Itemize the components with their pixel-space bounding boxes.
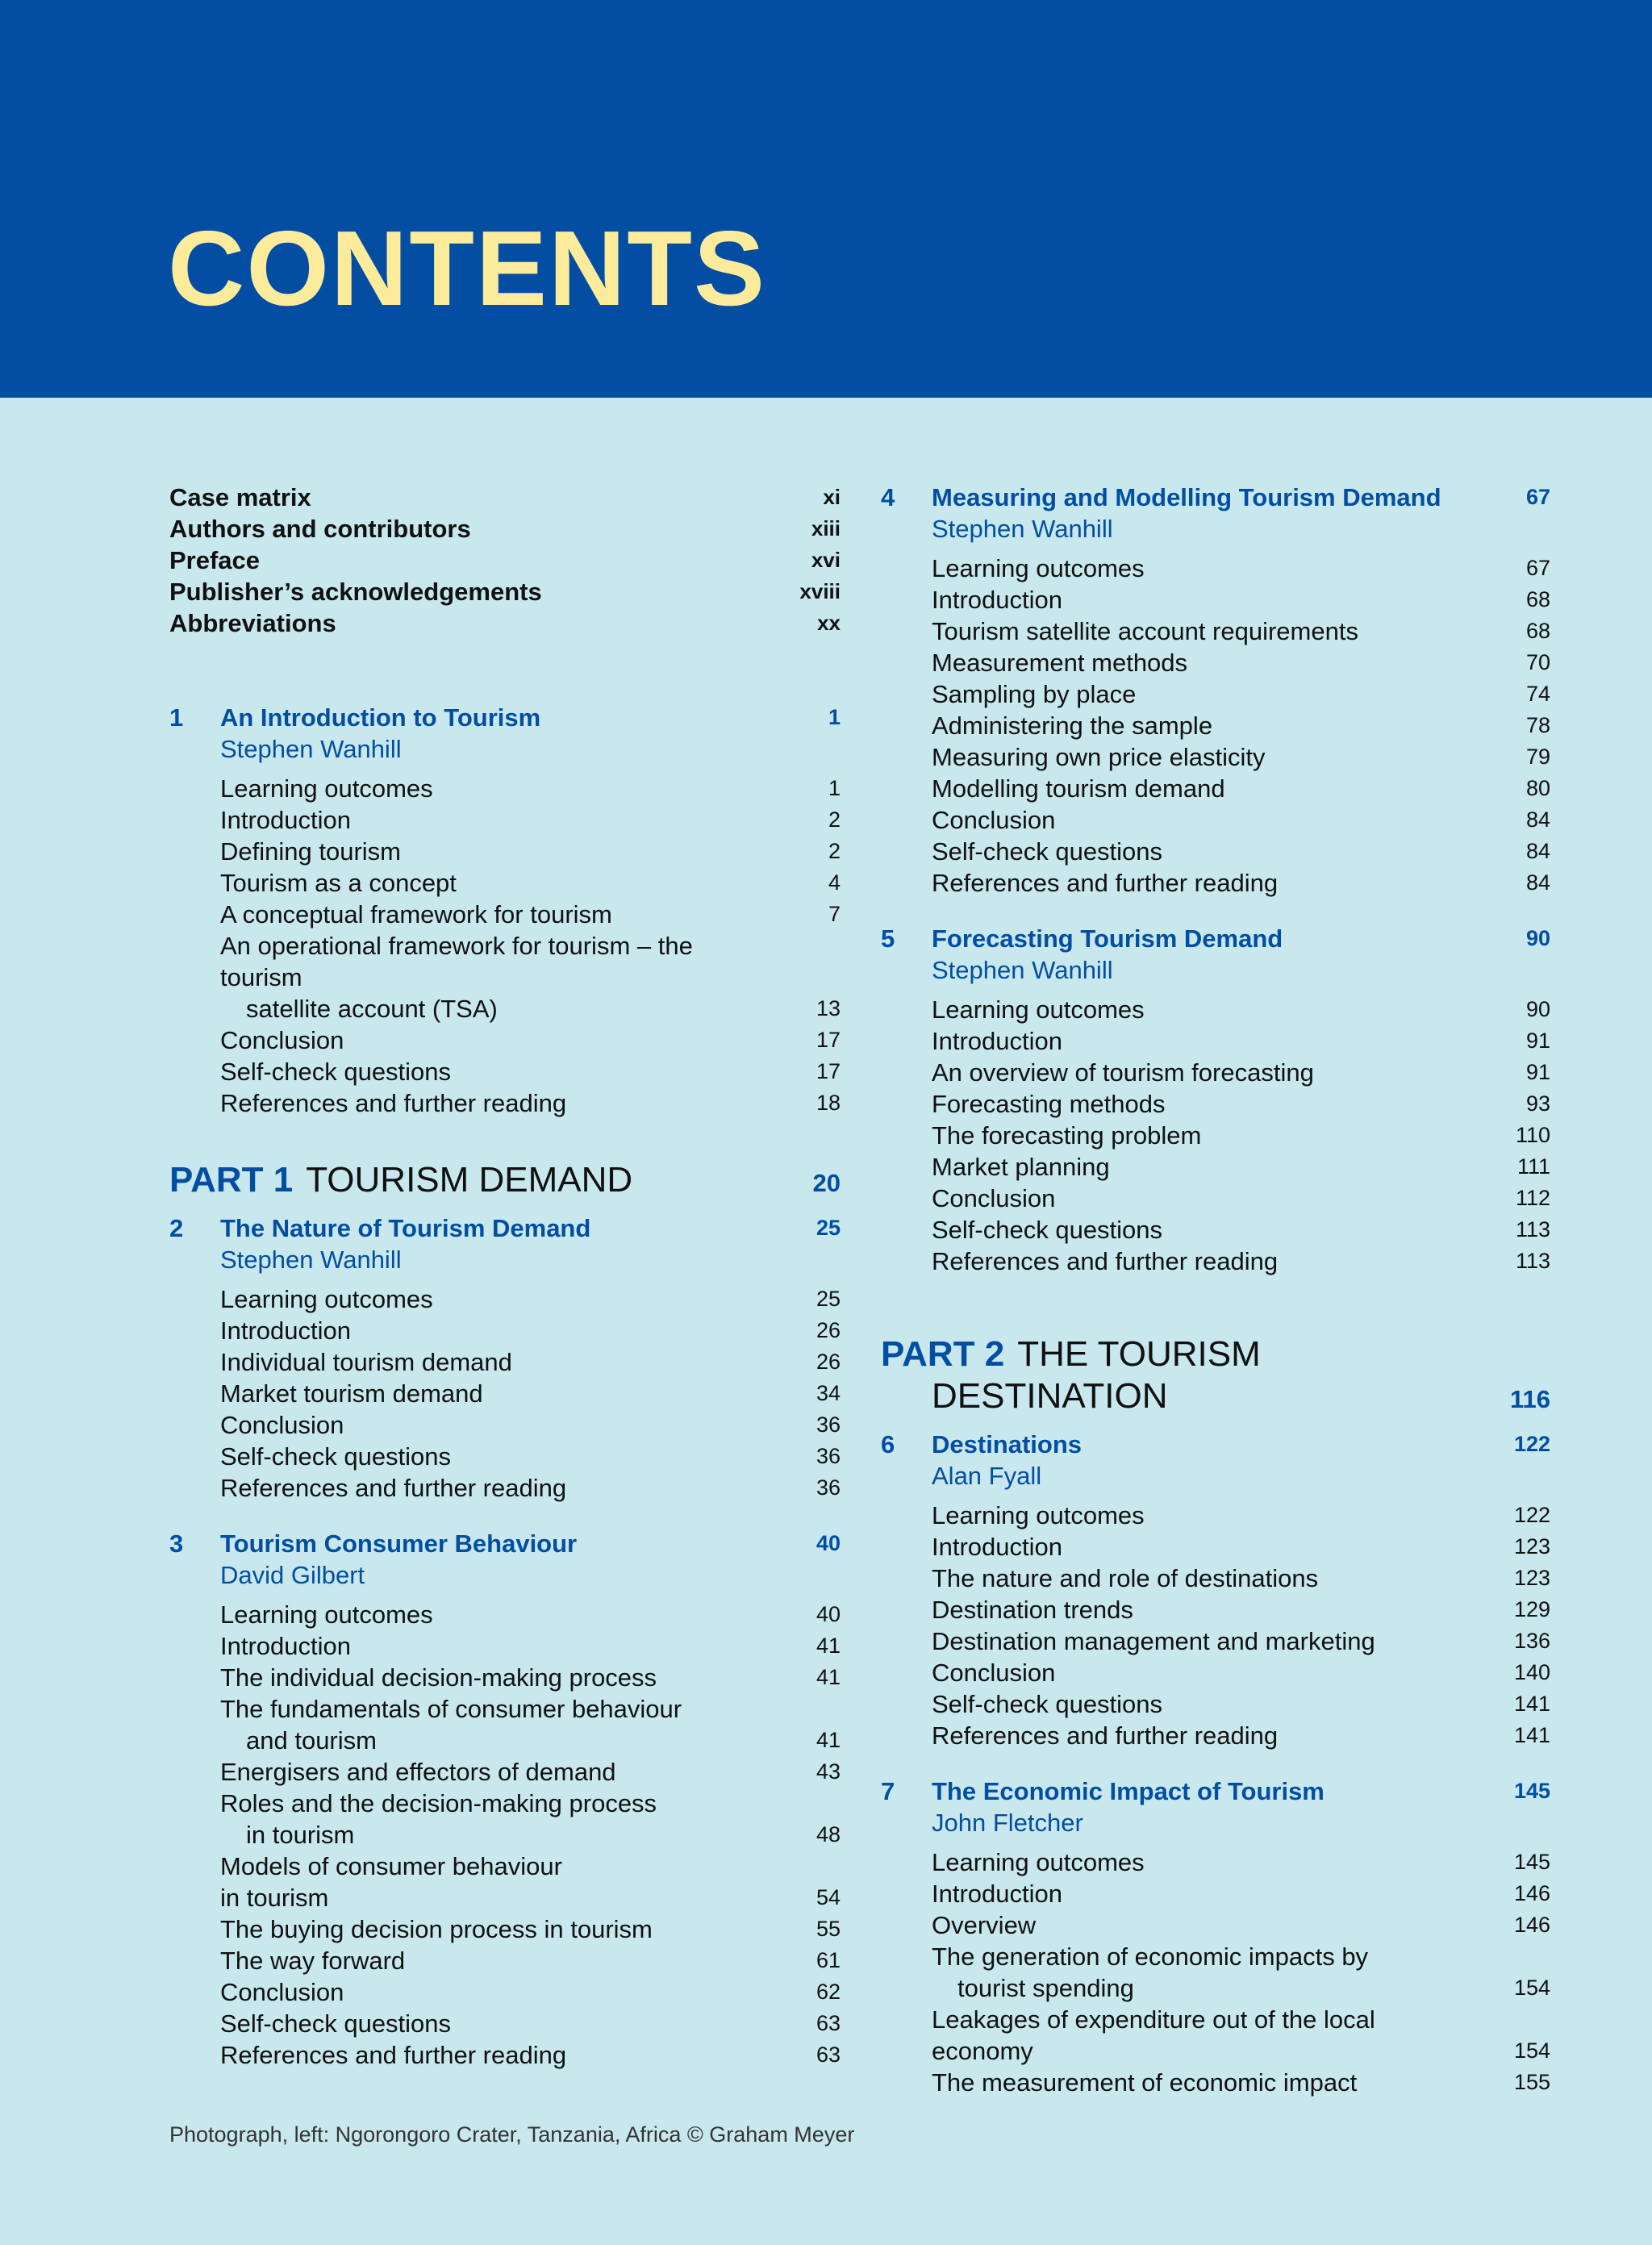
section-entry[interactable]: Self-check questions 36 — [220, 1442, 841, 1471]
section-entry[interactable]: References and further reading 113 — [932, 1247, 1550, 1275]
chapter-number: 4 — [881, 483, 895, 511]
section-entry[interactable]: Individual tourism demand 26 — [220, 1348, 841, 1376]
chapter-number: 6 — [881, 1430, 895, 1458]
section-entry[interactable]: References and further reading 36 — [220, 1474, 841, 1502]
chapter-1 — [169, 702, 841, 1119]
chapter-3 — [169, 1528, 841, 2071]
section-entry[interactable]: Self-check questions 141 — [932, 1690, 1550, 1718]
section-entry[interactable]: Learning outcomes 67 — [932, 554, 1550, 582]
section-entry[interactable]: Leakages of expenditure out of the local economy 154 — [932, 2005, 1550, 2065]
part-page: 20 — [812, 1169, 841, 1197]
section-entry[interactable]: Conclusion 140 — [932, 1659, 1550, 1687]
page-title: CONTENTS — [168, 209, 766, 328]
section-entry[interactable]: Introduction 146 — [932, 1880, 1550, 1908]
section-entry[interactable]: Introduction 123 — [932, 1533, 1550, 1561]
section-entry[interactable]: Self-check questions 113 — [932, 1216, 1550, 1244]
part-title: THE TOURISM — [1017, 1334, 1261, 1374]
chapter-title[interactable]: Tourism Consumer Behaviour 40 — [220, 1529, 841, 1558]
section-entry[interactable]: Conclusion 36 — [220, 1411, 841, 1439]
chapter-number: 1 — [169, 703, 184, 732]
section-entry[interactable]: Models of consumer behaviour in tourism 54 — [220, 1852, 841, 1912]
section-entry[interactable]: Introduction 68 — [932, 586, 1550, 614]
section-entry[interactable]: References and further reading 84 — [932, 869, 1550, 897]
section-entry[interactable]: Introduction 91 — [932, 1027, 1550, 1055]
part-page: 116 — [1509, 1385, 1550, 1413]
section-entry[interactable]: Learning outcomes 90 — [932, 995, 1550, 1024]
section-entry[interactable]: Self-check questions 17 — [220, 1058, 841, 1086]
section-entry[interactable]: An operational framework for tourism – the tourism satellite account (TSA) 13 — [220, 932, 841, 1023]
chapter-author: Stephen Wanhill — [932, 956, 1113, 984]
section-entry[interactable]: Conclusion 112 — [932, 1184, 1550, 1212]
section-entry[interactable]: References and further reading 63 — [220, 2041, 841, 2069]
section-entry[interactable]: The forecasting problem 110 — [932, 1121, 1550, 1150]
chapter-author: David Gilbert — [220, 1561, 365, 1589]
chapter-6 — [881, 1429, 1550, 1751]
chapter-2 — [169, 1212, 841, 1504]
section-entry[interactable]: The individual decision-making process 41 — [220, 1663, 841, 1692]
part-1-heading[interactable] — [169, 1159, 841, 1201]
section-entry[interactable]: The fundamentals of consumer behaviour and tourism 41 — [220, 1695, 841, 1755]
chapter-4 — [881, 482, 1550, 899]
section-entry[interactable]: Self-check questions 63 — [220, 2009, 841, 2038]
chapter-author: Stephen Wanhill — [220, 735, 402, 763]
chapter-7 — [881, 1776, 1550, 2098]
contents-header — [0, 0, 1652, 398]
chapter-number: 7 — [881, 1777, 895, 1805]
section-entry[interactable]: The generation of economic impacts by tourist spending 154 — [932, 1942, 1550, 2002]
toc-left-column — [169, 482, 841, 2071]
section-entry[interactable]: Destination management and marketing 136 — [932, 1627, 1550, 1655]
toc-entry[interactable]: Preface xvi — [169, 546, 841, 574]
section-entry[interactable]: Learning outcomes 122 — [932, 1501, 1550, 1529]
section-entry[interactable]: Overview 146 — [932, 1911, 1550, 1939]
chapter-number: 2 — [169, 1214, 184, 1242]
chapter-title[interactable]: The Nature of Tourism Demand 25 — [220, 1214, 841, 1242]
chapter-title[interactable]: An Introduction to Tourism 1 — [220, 703, 841, 732]
section-entry[interactable]: Learning outcomes 145 — [932, 1848, 1550, 1876]
section-entry[interactable]: Modelling tourism demand 80 — [932, 774, 1550, 803]
section-entry[interactable]: Energisers and effectors of demand 43 — [220, 1758, 841, 1786]
part-2-heading[interactable] — [881, 1333, 1550, 1417]
part-title: TOURISM DEMAND — [306, 1160, 633, 1200]
chapter-title[interactable]: Destinations 122 — [932, 1430, 1550, 1458]
chapter-title[interactable]: Forecasting Tourism Demand 90 — [932, 924, 1550, 953]
chapter-number: 3 — [169, 1529, 184, 1558]
toc-right-column — [881, 482, 1550, 2098]
photo-credit: Photograph, left: Ngorongoro Crater, Tanzania, Africa © Graham Meyer — [169, 2122, 855, 2147]
chapter-5 — [881, 923, 1550, 1277]
section-entry[interactable]: Tourism satellite account requirements 68 — [932, 617, 1550, 645]
toc-entry[interactable]: Abbreviations xx — [169, 609, 841, 637]
section-entry[interactable]: A conceptual framework for tourism 7 — [220, 900, 841, 928]
section-entry[interactable]: Conclusion 84 — [932, 806, 1550, 834]
section-entry[interactable]: References and further reading 141 — [932, 1721, 1550, 1750]
section-entry[interactable]: Introduction 26 — [220, 1317, 841, 1345]
section-entry[interactable]: Administering the sample 78 — [932, 711, 1550, 740]
section-entry[interactable]: Forecasting methods 93 — [932, 1090, 1550, 1118]
section-entry[interactable]: Measurement methods 70 — [932, 649, 1550, 677]
front-matter-list — [169, 482, 841, 639]
chapter-author: Stephen Wanhill — [220, 1246, 402, 1274]
toc-entry[interactable]: Publisher’s acknowledgements xviii — [169, 578, 841, 606]
chapter-author: John Fletcher — [932, 1809, 1083, 1837]
section-entry[interactable]: The way forward 61 — [220, 1947, 841, 1975]
toc-entry[interactable]: Authors and contributors xiii — [169, 515, 841, 543]
section-entry[interactable]: Introduction 2 — [220, 806, 841, 834]
part-label: PART 1 — [169, 1160, 294, 1200]
chapter-title[interactable]: The Economic Impact of Tourism 145 — [932, 1777, 1550, 1805]
section-entry[interactable]: Sampling by place 74 — [932, 680, 1550, 708]
section-entry[interactable]: An overview of tourism forecasting 91 — [932, 1058, 1550, 1087]
section-entry[interactable]: Self-check questions 84 — [932, 837, 1550, 866]
section-entry[interactable]: Market planning 111 — [932, 1153, 1550, 1181]
chapter-author: Stephen Wanhill — [932, 515, 1113, 543]
section-entry[interactable]: The measurement of economic impact 155 — [932, 2068, 1550, 2097]
section-entry[interactable]: Defining tourism 2 — [220, 837, 841, 866]
part-title-continued: DESTINATION — [932, 1376, 1168, 1416]
chapter-number: 5 — [881, 924, 895, 953]
section-entry[interactable]: Learning outcomes 40 — [220, 1600, 841, 1629]
section-entry[interactable]: Market tourism demand 34 — [220, 1379, 841, 1408]
section-entry[interactable]: Destination trends 129 — [932, 1596, 1550, 1624]
chapter-author: Alan Fyall — [932, 1462, 1042, 1490]
section-entry[interactable]: Introduction 41 — [220, 1632, 841, 1660]
part-label: PART 2 — [881, 1334, 1005, 1374]
section-entry[interactable]: Learning outcomes 25 — [220, 1285, 841, 1313]
section-entry[interactable]: The nature and role of destinations 123 — [932, 1564, 1550, 1592]
section-entry[interactable]: Roles and the decision-making process in tourism 48 — [220, 1789, 841, 1849]
section-entry[interactable]: Measuring own price elasticity 79 — [932, 743, 1550, 771]
toc-entry[interactable]: Case matrix xi — [169, 483, 841, 511]
section-entry[interactable]: Learning outcomes 1 — [220, 774, 841, 803]
chapter-title[interactable]: Measuring and Modelling Tourism Demand 67 — [932, 483, 1550, 511]
section-entry[interactable]: The buying decision process in tourism 55 — [220, 1915, 841, 1943]
section-entry[interactable]: References and further reading 18 — [220, 1089, 841, 1117]
section-entry[interactable]: Conclusion 62 — [220, 1978, 841, 2006]
section-entry[interactable]: Conclusion 17 — [220, 1026, 841, 1054]
section-entry[interactable]: Tourism as a concept 4 — [220, 869, 841, 897]
